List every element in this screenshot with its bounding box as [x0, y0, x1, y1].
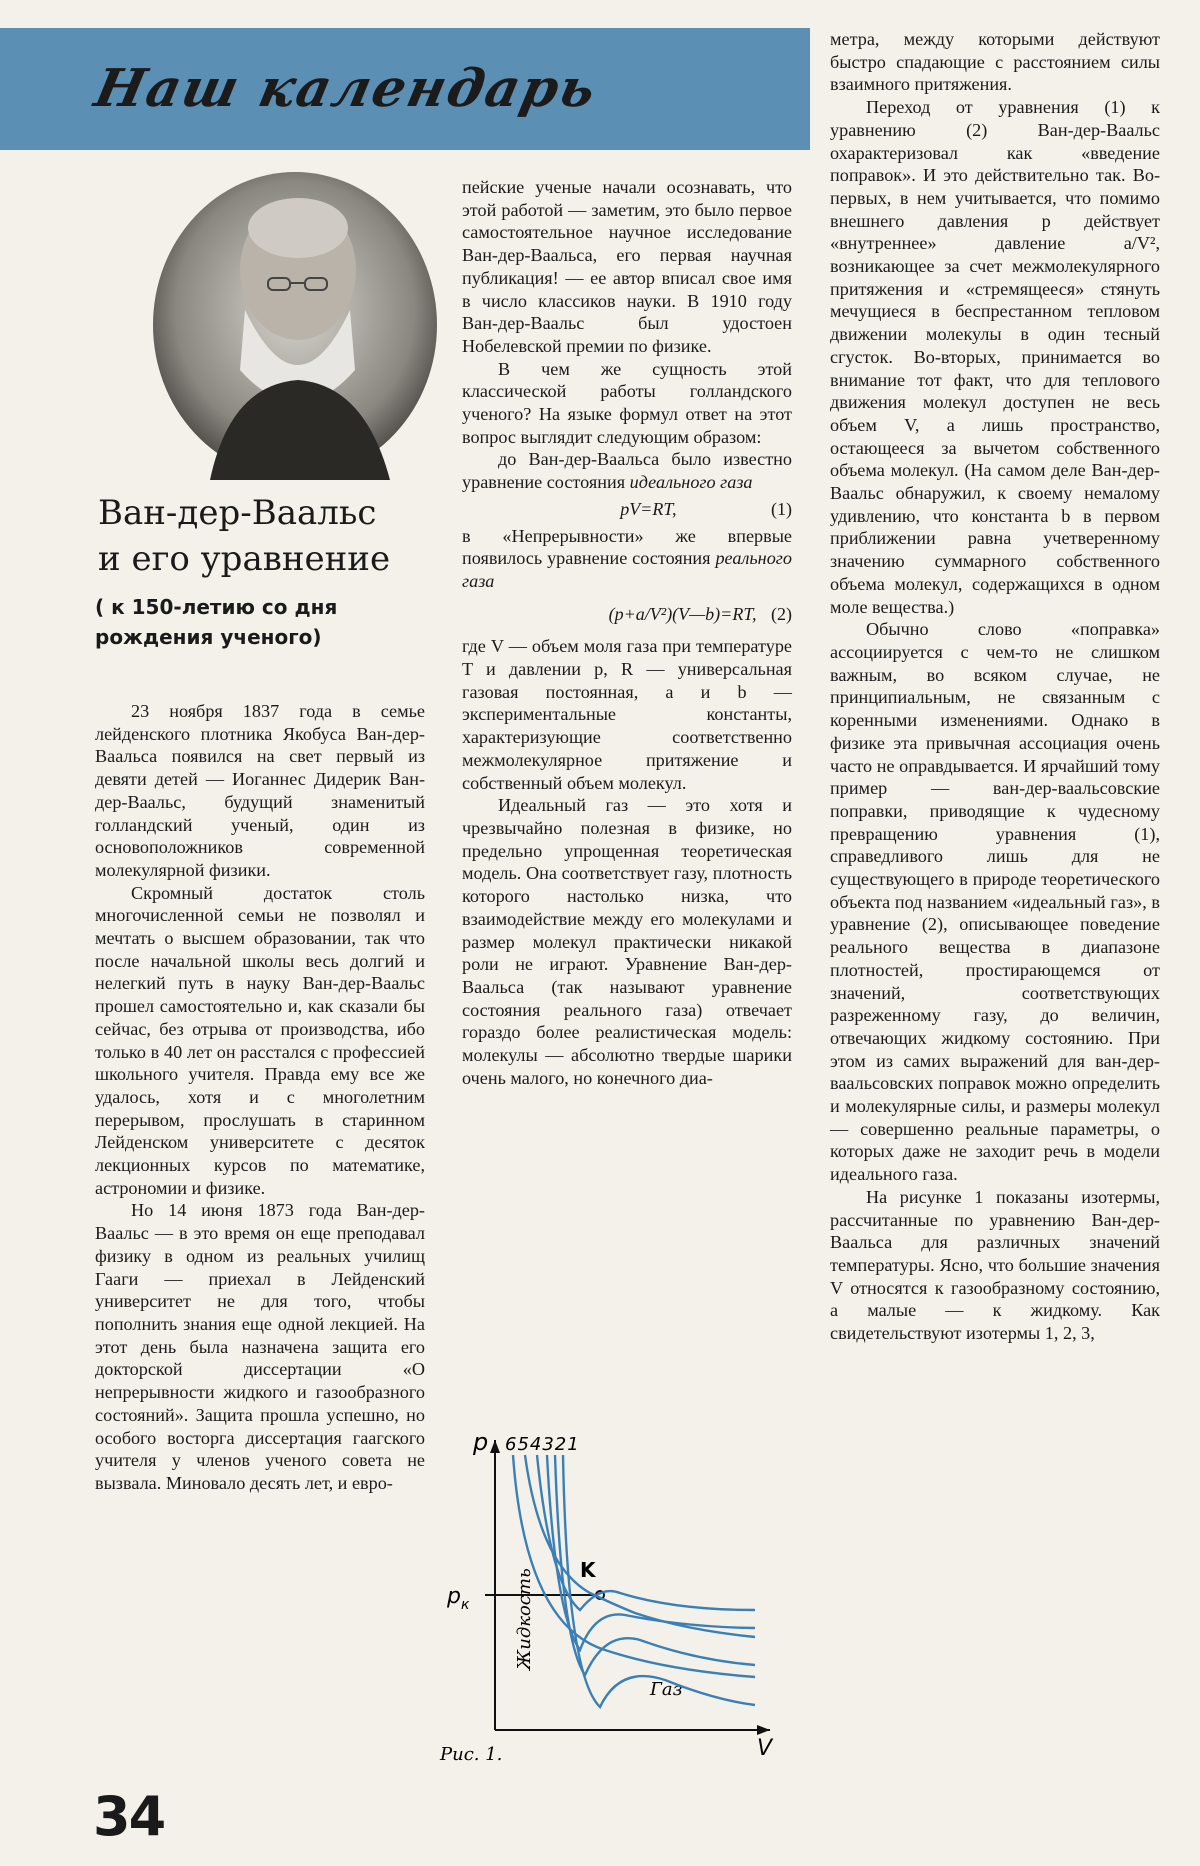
section-banner	[0, 28, 810, 150]
formula-1-expr: pV=RT,	[620, 498, 677, 519]
paragraph: 23 ноября 1837 года в семье лейденского плотника Якобуса Ван-дер-Ваальса появился на свет первый из девяти детей — Иоганнес Дидерик Ван-дер-Ваальс, будущий знаменитый голландский ученый, один из основоположников современной молекулярной физики.	[95, 701, 425, 880]
portrait-image	[150, 170, 440, 480]
paragraph: метра, между которыми действуют быстро спадающие с расстоянием силы взаимного притяжения.	[830, 29, 1160, 95]
gas-label: Газ	[650, 1679, 683, 1700]
p-axis-label: p	[473, 1428, 489, 1456]
v-axis-arrow	[757, 1725, 770, 1735]
paragraph-text: в «Непрерывности» же впервые появилось уравнение состояния	[462, 525, 792, 569]
article-title-line2: и его уравнение	[98, 539, 391, 579]
paragraph: В чем же сущность этой классической работы голландского ученого? На языке формул ответ на этот вопрос выглядит следующим образом:	[462, 358, 792, 447]
formula-2-expr: (p+a/V²)(V—b)=RT,	[608, 603, 757, 624]
portrait-photo	[150, 170, 440, 480]
p-axis-arrow	[490, 1440, 500, 1453]
paragraph: Но 14 июня 1873 года Ван-дер-Ваальс — в это время он еще преподавал физику в одном из реальных училищ Гааги — приехал в Лейденский университет не для того, чтобы пополнить знания еще одной лекцией. На этот день была назначена защита его докторской диссертации «О непрерывности жидкого и газообразного состояний». Защита прошла успешно, но особого восторга диссертация гаагского учителя у членов ученого совета не вызвала. Миновало десять лет, и евро-	[95, 1200, 425, 1493]
isotherm-diagram	[440, 1415, 790, 1770]
paragraph	[462, 525, 792, 593]
column-3	[830, 28, 1160, 1345]
formula-2	[462, 603, 792, 626]
article-title	[98, 490, 443, 582]
v-axis-label: V	[757, 1736, 773, 1761]
paragraph	[462, 448, 792, 493]
section-title: Наш календарь	[89, 58, 603, 119]
formula-1	[462, 498, 792, 521]
page-number: 34	[93, 1785, 165, 1848]
curve-number-labels: 654321	[505, 1434, 580, 1455]
column-2	[462, 176, 792, 1089]
figure-caption: Рис. 1.	[440, 1744, 503, 1765]
paragraph: Идеальный газ — это хотя и чрезвычайно полезная в физике, но предельно упрощенная теоретическая модель. Она соответствует газу, плотность которого настолько низка, что взаимодействие между его молекулами и размер молекул практически никакой роли не играют. Уравнение Ван-дер-Ваальса (так называют уравнение состояния реального газа) отвечает гораздо более реалистическая модель: молекулы — абсолютно твердые шарики очень малого, но конечного диа-	[462, 795, 792, 1088]
paragraph: Скромный достаток столь многочисленной семьи не позволял и мечтать о высшем образовании, так что после начальной школы весь долгий и нелегкий путь в науку Ван-дер-Ваальс прошел самостоятельно и, как сказали бы сейчас, без отрыва от производства, ибо только в 40 лет он расстался с профессией школьного учителя. Правда ему все же удалось, хотя и с многолетним перерывом, прослушать в старинном Лейденском университете с десяток лекционных курсов по математике, астрономии и физике.	[95, 882, 425, 1198]
paragraph: Обычно слово «поправка» ассоциируется с чем-то не слишком важным, во всяком случае, не принципиальным, не связанным с коренными изменениями. Однако в физике эта привычная ассоциация очень часто не оправдывается. И ярчайший тому пример — ван-дер-ваальсовские поправки, приводящие к чудесному превращению уравнения (1), справедливого лишь для не существующего в природе теоретического объекта под названием «идеальный газ», в уравнение (2), описывающее поведение реального вещества в диапазоне плотностей, простирающемся от значений, соответствующих разреженному газу, до величин, отвечающих жидкому состоянию. При этом из самих выражений для ван-дер-ваальсовских поправок можно определить и молекулярные силы, и размеры молекул — совершенно реальные параметры, о которых даже не заходит речь в модели идеального газа.	[830, 619, 1160, 1185]
article-subtitle: ( к 150-летию со дня рождения ученого)	[95, 595, 338, 649]
pk-symbol: p	[447, 1584, 461, 1609]
paragraph: Переход от уравнения (1) к уравнению (2) Ван-дер-Ваальс охарактеризовал как «введение поправок». И это действительно так. Во-первых, в нем учитывается, что помимо внешнего давления p действует «внутреннее» давление a/V², возникающее за счет межмолекулярного притяжения и «стремящееся» стянуть мечущиеся в беспрестанном тепловом движении молекулы в один тесный сгусток. Во-вторых, принимается во внимание тот факт, что для теплового движения молекул доступен не весь объем V, а лишь пространство, остающееся за вычетом собственного объема молекул. (На самом деле Ван-дер-Ваальс обнаружил, к своему немалому удивлению, что константа b в первом приближении равна учетверенному значению суммарного собственного объема молекул, содержащихся в одном моле вещества.)	[830, 97, 1160, 617]
article-title-line1: Ван-дер-Ваальс	[98, 493, 377, 533]
liquid-label: Жидкость	[514, 1568, 535, 1670]
figure-1	[440, 1415, 790, 1770]
paragraph: На рисунке 1 показаны изотермы, рассчитанные по уравнению Ван-дер-Ваальса для различных значений температуры. Ясно, что большие значения V относятся к газообразному состоянию, а малые — к жидкому. Как свидетельствуют изотермы 1, 2, 3,	[830, 1186, 1160, 1344]
formula-2-number: (2)	[771, 603, 792, 624]
critical-point-label: K	[580, 1558, 596, 1582]
formula-1-number: (1)	[771, 498, 792, 519]
column-1	[95, 700, 425, 1495]
ideal-gas-term: идеального газа	[629, 472, 753, 493]
pk-label	[446, 1584, 470, 1613]
pk-subscript: к	[460, 1597, 470, 1613]
paragraph: пейские ученые начали осознавать, что этой работой — заметим, это было первое самостоятельное научное исследование Ван-дер-Ваальса, его первая научная публикация! — ее автор вписал свое имя в число классиков науки. В 1910 году Ван-дер-Ваальс был удостоен Нобелевской премии по физике.	[462, 177, 792, 356]
real-gas-term: реального газа	[462, 548, 792, 591]
isotherm-curves	[513, 1455, 755, 1707]
paragraph: где V — объем моля газа при температуре T и давлении p, R — универсальная газовая постоянная, a и b — экспериментальные константы, характеризующие соответственно межмолекулярное притяжение и собственный объем молекул.	[462, 636, 792, 793]
isotherm-curve-4	[547, 1455, 755, 1650]
paragraph-text: до Ван-дер-Ваальса было известно уравнение состояния	[462, 449, 792, 493]
